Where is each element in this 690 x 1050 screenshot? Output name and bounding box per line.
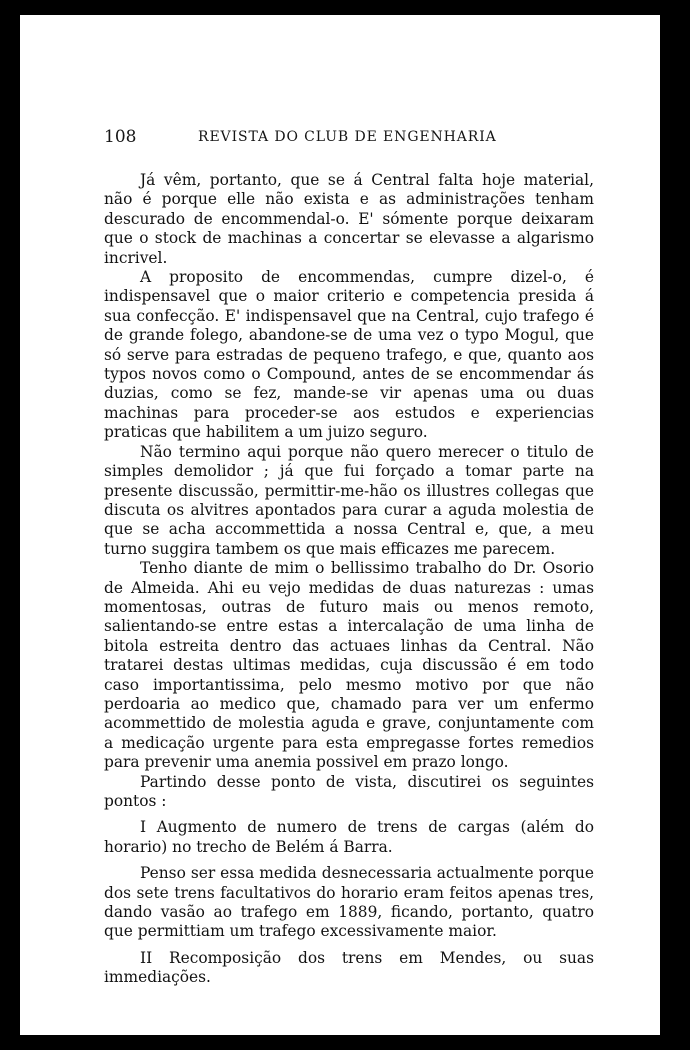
journal-title: REVISTA DO CLUB DE ENGENHARIA: [198, 129, 497, 145]
page-number: 108: [104, 127, 137, 147]
item-heading-2: II Recomposição dos trens em Mendes, ou suas immediações.: [104, 948, 594, 987]
article-body: [104, 171, 594, 988]
book-page: [20, 15, 660, 1035]
item-body-1: Penso ser essa medida desnecessaria actualmente porque dos sete trens facultativos do horario eram feitos apenas tres, dando vasão ao trafego em 1889, ficando, portanto, quatro que permittiam um trafego excessivamente maior.: [104, 864, 594, 941]
paragraph: A proposito de encommendas, cumpre dizel-o, é indispensavel que o maior criterio e competencia presida á sua confecção. E' indispensavel que na Central, cujo trafego é de grande folego, abandone-se de uma vez o typo Mogul, que só serve para estradas de pequeno trafego, e que, quanto aos typos novos como o Compound, antes de se encommendar ás duzias, como se fez, mande-se vir apenas uma ou duas machinas para proceder-se aos estudos e experiencias praticas que habilitem a um juizo seguro.: [104, 268, 594, 442]
item-heading-1: I Augmento de numero de trens de cargas (além do horario) no trecho de Belém á Barra.: [104, 818, 594, 856]
paragraph: Já vêm, portanto, que se á Central falta hoje material, não é porque elle não exista e as administrações tenham descurado de encommendal-o. E' sómente porque deixaram que o stock de machinas a concertar se elevasse a algarismo incrivel.: [104, 171, 594, 267]
paragraph: Tenho diante de mim o bellissimo trabalho do Dr. Osorio de Almeida. Ahi eu vejo medidas de duas naturezas : umas momentosas, outras de futuro mais ou menos remoto, salientando-se entre estas a intercalação de uma linha de bitola estreita dentro das actuaes linhas da Central. Não tratarei destas ultimas medidas, cuja discussão é em todo caso importantissima, pelo mesmo motivo por que não perdoaria ao medico que, chamado para ver um enfermo acommettido de molestia aguda e grave, conjuntamente com a medicação urgente para esta empregasse fortes remedios para prevenir uma anemia possivel em prazo longo.: [104, 559, 594, 772]
running-head: [104, 127, 584, 149]
paragraph: Partindo desse ponto de vista, discutirei os seguintes pontos :: [104, 772, 594, 810]
paragraph: Não termino aqui porque não quero merecer o titulo de simples demolidor ; já que fui forçado a tomar parte na presente discussão, permittir-me-hão os illustres collegas que discuta os alvitres apontados para curar a aguda molestia de que se acha accommettida a nossa Central e, que, a meu turno suggira tambem os que mais efficazes me parecem.: [104, 442, 594, 558]
